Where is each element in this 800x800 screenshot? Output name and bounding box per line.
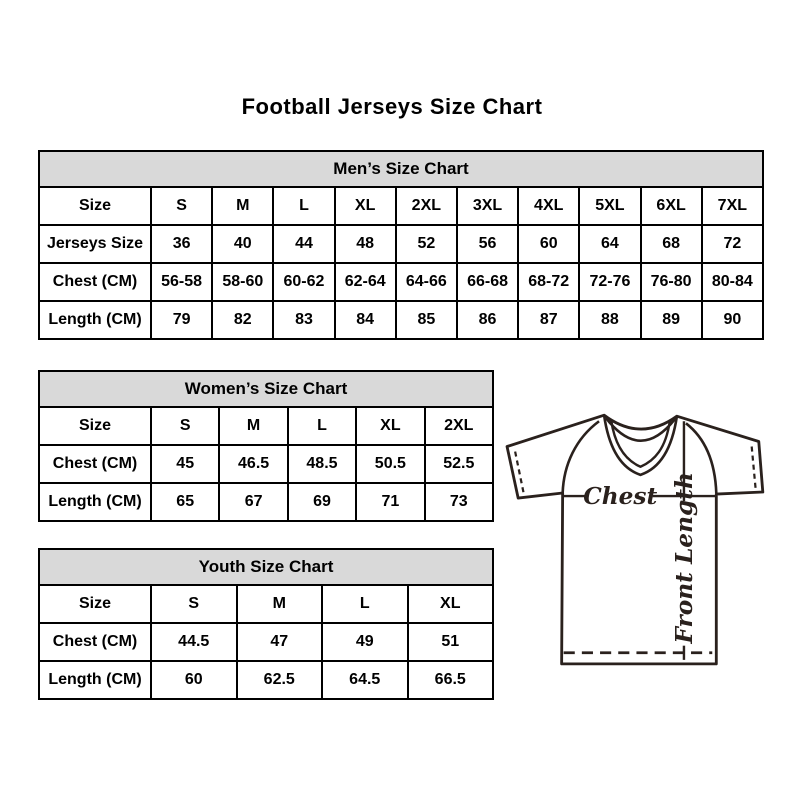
row-label: Length (CM) [39, 483, 151, 521]
cell-value: M [237, 585, 323, 623]
cell-value: 67 [219, 483, 287, 521]
table-header-row [39, 151, 763, 187]
cell-value: L [288, 407, 356, 445]
cell-value: 85 [396, 301, 457, 339]
youth-table-title: Youth Size Chart [39, 549, 493, 585]
table-row [39, 445, 493, 483]
cell-value: 65 [151, 483, 219, 521]
cell-value: 52.5 [425, 445, 493, 483]
front-length-measure-label: Front Length [671, 472, 699, 644]
cell-value: 83 [273, 301, 334, 339]
chest-measure-label: Chest [583, 483, 658, 511]
cell-value: 82 [212, 301, 273, 339]
cell-value: 6XL [641, 187, 702, 225]
cell-value: XL [408, 585, 494, 623]
cell-value: 36 [151, 225, 212, 263]
table-row [39, 225, 763, 263]
cell-value: S [151, 585, 237, 623]
cell-value: 47 [237, 623, 323, 661]
cell-value: 80-84 [702, 263, 763, 301]
right-cuff-stitch [752, 447, 756, 490]
cell-value: 86 [457, 301, 518, 339]
cell-value: S [151, 407, 219, 445]
cell-value: 66.5 [408, 661, 494, 699]
table-row [39, 623, 493, 661]
row-label: Size [39, 187, 151, 225]
cell-value: 49 [322, 623, 408, 661]
womens-table-title: Women’s Size Chart [39, 371, 493, 407]
mens-table-title: Men’s Size Chart [39, 151, 763, 187]
cell-value: 68-72 [518, 263, 579, 301]
cell-value: 7XL [702, 187, 763, 225]
cell-value: 64-66 [396, 263, 457, 301]
cell-value: M [212, 187, 273, 225]
cell-value: 50.5 [356, 445, 424, 483]
cell-value: 76-80 [641, 263, 702, 301]
cell-value: 87 [518, 301, 579, 339]
cell-value: 51 [408, 623, 494, 661]
table-row [39, 187, 763, 225]
cell-value: 60 [151, 661, 237, 699]
cell-value: 46.5 [219, 445, 287, 483]
cell-value: 89 [641, 301, 702, 339]
jersey-diagram-svg [503, 398, 781, 676]
cell-value: 84 [335, 301, 396, 339]
cell-value: 52 [396, 225, 457, 263]
row-label: Chest (CM) [39, 445, 151, 483]
cell-value: 72-76 [579, 263, 640, 301]
cell-value: 60-62 [273, 263, 334, 301]
table-row [39, 585, 493, 623]
cell-value: 44 [273, 225, 334, 263]
row-label: Jerseys Size [39, 225, 151, 263]
row-label: Chest (CM) [39, 263, 151, 301]
row-label: Chest (CM) [39, 623, 151, 661]
youth-size-table [38, 548, 494, 700]
cell-value: 60 [518, 225, 579, 263]
cell-value: 45 [151, 445, 219, 483]
mens-size-table [38, 150, 764, 340]
cell-value: 90 [702, 301, 763, 339]
jersey-outline [507, 415, 763, 664]
cell-value: 64.5 [322, 661, 408, 699]
cell-value: 79 [151, 301, 212, 339]
row-label: Length (CM) [39, 301, 151, 339]
table-row [39, 483, 493, 521]
row-label: Size [39, 585, 151, 623]
table-row [39, 407, 493, 445]
cell-value: XL [356, 407, 424, 445]
cell-value: 62.5 [237, 661, 323, 699]
cell-value: 66-68 [457, 263, 518, 301]
cell-value: 68 [641, 225, 702, 263]
table-row [39, 263, 763, 301]
cell-value: 73 [425, 483, 493, 521]
cell-value: 44.5 [151, 623, 237, 661]
cell-value: 48.5 [288, 445, 356, 483]
row-label: Length (CM) [39, 661, 151, 699]
page-title: Football Jerseys Size Chart [241, 94, 543, 119]
cell-value: 4XL [518, 187, 579, 225]
cell-value: 56-58 [151, 263, 212, 301]
jersey-measurement-diagram [503, 398, 781, 676]
cell-value: XL [335, 187, 396, 225]
cell-value: 58-60 [212, 263, 273, 301]
table-header-row [39, 371, 493, 407]
table-row [39, 661, 493, 699]
cell-value: L [273, 187, 334, 225]
cell-value: 2XL [425, 407, 493, 445]
womens-size-table [38, 370, 494, 522]
cell-value: S [151, 187, 212, 225]
cell-value: 71 [356, 483, 424, 521]
cell-value: L [322, 585, 408, 623]
cell-value: 5XL [579, 187, 640, 225]
cell-value: 40 [212, 225, 273, 263]
cell-value: 2XL [396, 187, 457, 225]
row-label: Size [39, 407, 151, 445]
cell-value: 62-64 [335, 263, 396, 301]
cell-value: 72 [702, 225, 763, 263]
cell-value: M [219, 407, 287, 445]
cell-value: 3XL [457, 187, 518, 225]
table-header-row [39, 549, 493, 585]
cell-value: 64 [579, 225, 640, 263]
cell-value: 69 [288, 483, 356, 521]
table-row [39, 301, 763, 339]
cell-value: 56 [457, 225, 518, 263]
cell-value: 88 [579, 301, 640, 339]
cell-value: 48 [335, 225, 396, 263]
